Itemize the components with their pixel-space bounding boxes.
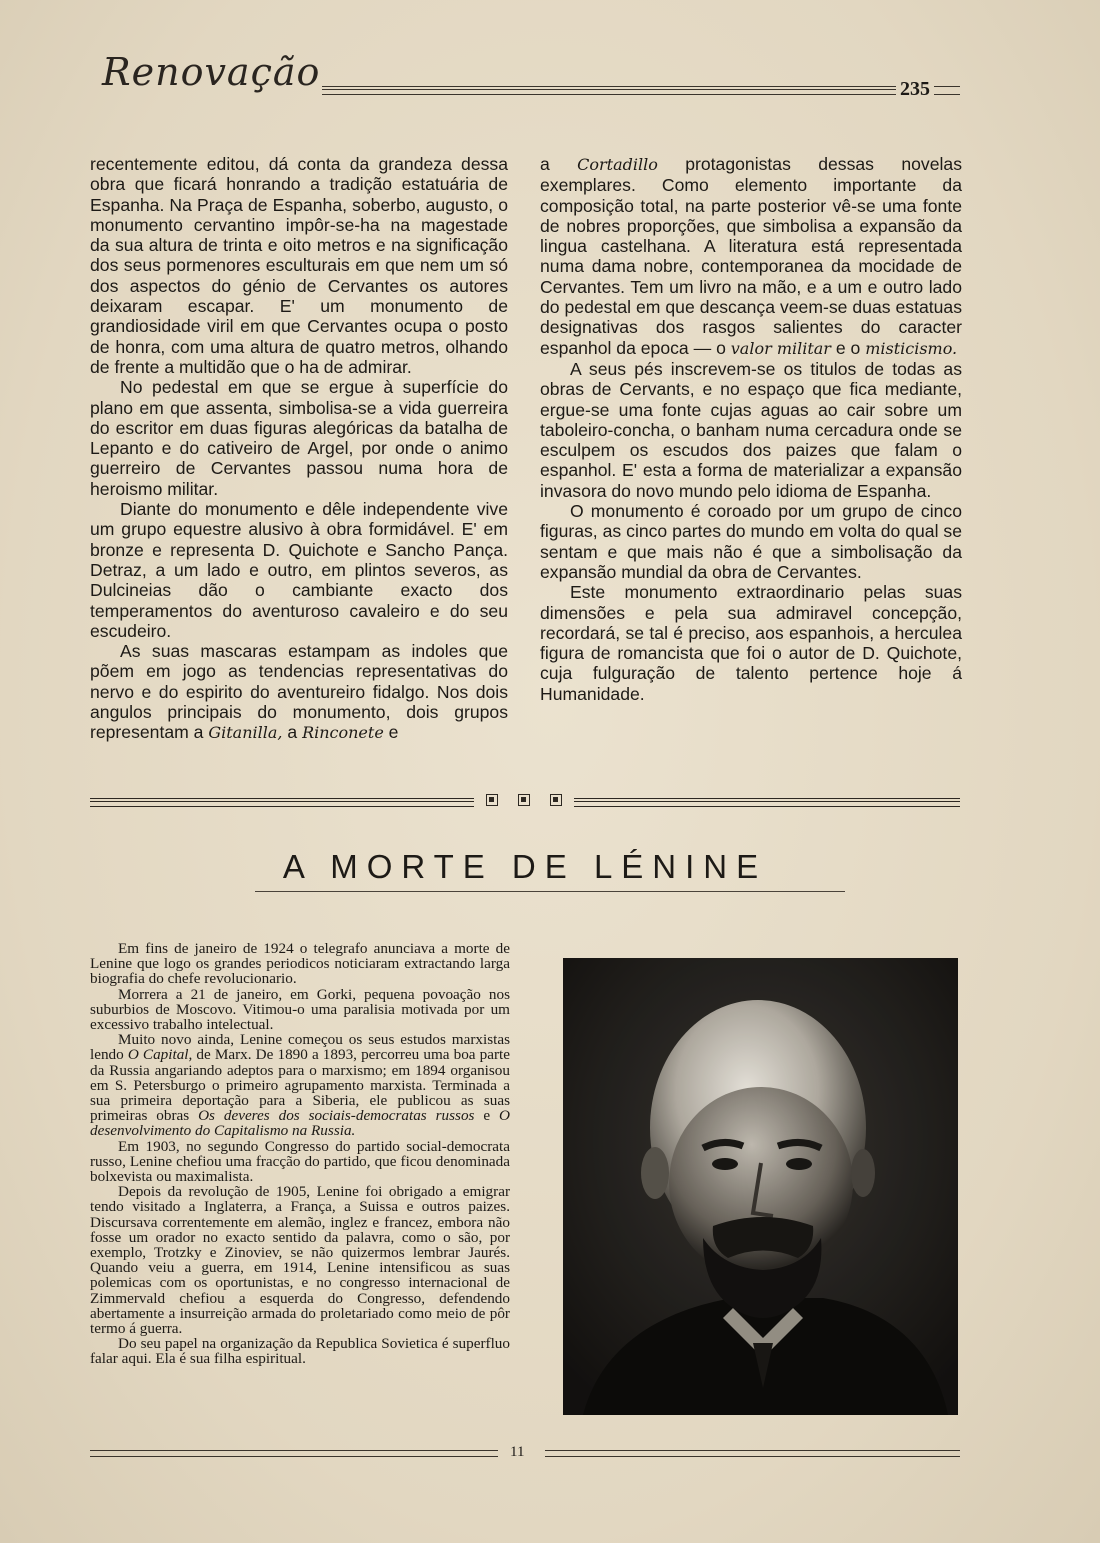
footer-rule-right bbox=[545, 1450, 960, 1457]
portrait-photo bbox=[563, 958, 958, 1415]
masthead-logo-text: Renovação bbox=[102, 50, 321, 94]
italic-title: Cortadillo bbox=[577, 155, 658, 174]
square-ornament-icon bbox=[518, 794, 530, 806]
column-right bbox=[540, 154, 962, 704]
text-run: protagonistas dessas novelas exemplares. Como elemento importante da composição total, na parte posterior vê-se uma fonte de nobres proporções, que simbolisa a expansão da lingua castelhana. A literatura está representada numa dama nobre, contemporanea da mocidade de Cervantes. Tem um livro na mão, e a um e outro lado do pedestal em que descança veem-se duas estatuas designativas dos rasgos salientes do caracter espanhol da epoca — o bbox=[540, 154, 962, 358]
italic-title: Os deveres dos sociais-democratas russos bbox=[198, 1107, 475, 1125]
paragraph: Depois da revolução de 1905, Lenine foi obrigado a emigrar tendo visitado a Inglaterra, a França, a Suissa e outros paizes. Discursava correntemente em alemão, inglez e francez, embora não fosse um orador no exacto sentido da palavra, como o são, por exemplo, Trotzky e Zinoviev, se não quizermos lembrar Jaurés. Quando veiu a guerra, em 1914, Lenine intensificou as suas polemicas com os oportunistas, e no congresso internacional de Zimmervald chefiou a esquerda do Congresso, defendendo abertamente a insurreição armada do proletariado como meio de pôr termo á guerra. bbox=[90, 1183, 510, 1338]
paragraph: O monumento é coroado por um grupo de cinco figuras, as cinco partes do mundo em volta do qual se sentam e que mais não é que a simbolisação da expansão mundial da obra de Cervantes. bbox=[540, 501, 962, 582]
text-run: e o bbox=[830, 337, 866, 358]
page-number: 235 bbox=[900, 78, 930, 100]
square-ornament-icon bbox=[550, 794, 562, 806]
text-run: e bbox=[383, 722, 399, 743]
paragraph bbox=[90, 641, 508, 743]
paragraph bbox=[540, 154, 962, 359]
text-run: As suas mascaras estampam as indoles que põem em jogo as tendencias representativas do nervo e do espirito do aventureiro fidalgo. Nos dois angulos principais do monumento, dois grupos representam a bbox=[90, 641, 508, 743]
column-left bbox=[90, 154, 508, 744]
divider-rule-right bbox=[574, 798, 960, 807]
text-run: de Marx. De 1890 a 1893, percorreu uma boa parte da Russia angariando adeptos para o marxismo; em 1894 organisou em S. Petersburgo o primeiro agrupamento marxista. Terminada a sua primeira deportação para a Siberia, ele publicou as suas primeiras obras bbox=[90, 1046, 510, 1125]
header-rule bbox=[322, 86, 896, 95]
paragraph: Do seu papel na organização da Republica Sovietica é superfluo falar aqui. Ela é sua filha espiritual. bbox=[90, 1335, 510, 1368]
paragraph: No pedestal em que se ergue à superfície do plano em que assenta, simbolisa-se a vida guerreira do escritor em duas figuras alegóricas da batalha de Lepanto e do cativeiro de Argel, por onde o animo guerreiro de Cervantes passou numa hora de heroismo militar. bbox=[90, 377, 508, 499]
paragraph: Em 1903, no segundo Congresso do partido social-democrata russo, Lenine chefiou uma fracção do partido, que ficou denominada bolxevista ou maximalista. bbox=[90, 1137, 510, 1186]
text-run: e bbox=[474, 1107, 500, 1125]
italic-title: Rinconete bbox=[302, 723, 384, 743]
text-run: Muito novo ainda, Lenine começou os seus estudos marxistas lendo bbox=[90, 1031, 510, 1064]
paragraph bbox=[90, 1032, 510, 1138]
footer-rule-left bbox=[90, 1450, 498, 1457]
text-run: a bbox=[540, 154, 578, 174]
header-rule-tail bbox=[934, 86, 960, 95]
italic-term: misticismo. bbox=[865, 338, 958, 358]
italic-title: O Capital, bbox=[127, 1046, 193, 1064]
title-underline bbox=[255, 891, 845, 892]
paragraph: Diante do monumento e dêle independente vive um grupo equestre alusivo à obra formidável. E' em bronze e representa D. Quichote e Sancho Pança. Detraz, a um lado e outro, em plintos severos, as Dulcineias dão o cambiante exacto dos temperamentos do aventuroso cavaleiro e do seu escudeiro. bbox=[90, 499, 508, 641]
paragraph: recentemente editou, dá conta da grandeza dessa obra que ficará honrando a tradição estatuária de Espanha. Na Praça de Espanha, soberbo, augusto, o monumento cervantino impôr-se-ha na magestade da sua altura de trinta e oito metros e na significação dos seus pormenores esculturais em que nem um só dos aspectos do génio de Cervantes os autores deixaram escapar. E' um monumento de grandiosidade viril em que Cervantes ocupa o posto de honra, com uma altura de quatro metros, olhando de frente a multidão que o ha de admirar. bbox=[90, 154, 508, 377]
text-run: a bbox=[282, 722, 303, 743]
divider-rule-left bbox=[90, 798, 474, 807]
paragraph: Morrera a 21 de janeiro, em Gorki, pequena povoação nos suburbios de Moscovo. Vitimou-o uma paralisia motivada por um excessivo trabalho intelectual. bbox=[90, 985, 510, 1034]
italic-title: O desenvolvimento do Capitalismo na Russia. bbox=[90, 1107, 511, 1140]
square-ornament-icon bbox=[486, 794, 498, 806]
folio-number: 11 bbox=[510, 1444, 525, 1460]
italic-title: Gitanilla, bbox=[208, 723, 283, 743]
masthead-logo bbox=[102, 50, 320, 94]
article-title: A MORTE DE LÉNINE bbox=[282, 848, 768, 885]
article-body bbox=[90, 941, 510, 1367]
paragraph: Este monumento extraordinario pelas suas dimensões e pela sua admiravel concepção, recordará, se tal é preciso, aos espanhois, a herculea figura de romancista que foi o autor de D. Quichote, cuja fulguração de talento pertence hoje á Humanidade. bbox=[540, 582, 962, 704]
portrait-illustration bbox=[563, 958, 958, 1415]
paragraph: A seus pés inscrevem-se os titulos de todas as obras de Cervants, e no espaço que fica mediante, ergue-se uma fonte cujas aguas ao cair sobre um taboleiro-concha, o banham numa cercadura onde se esculpem os escudos dos paizes que falam o espanhol. E' esta a forma de materializar a expansão invasora do novo mundo pelo idioma de Espanha. bbox=[540, 358, 962, 501]
paragraph: Em fins de janeiro de 1924 o telegrafo anunciava a morte de Lenine que logo os grandes periodicos noticiaram extractando larga biografia do chefe revolucionario. bbox=[90, 940, 510, 988]
italic-term: valor militar bbox=[730, 338, 831, 358]
